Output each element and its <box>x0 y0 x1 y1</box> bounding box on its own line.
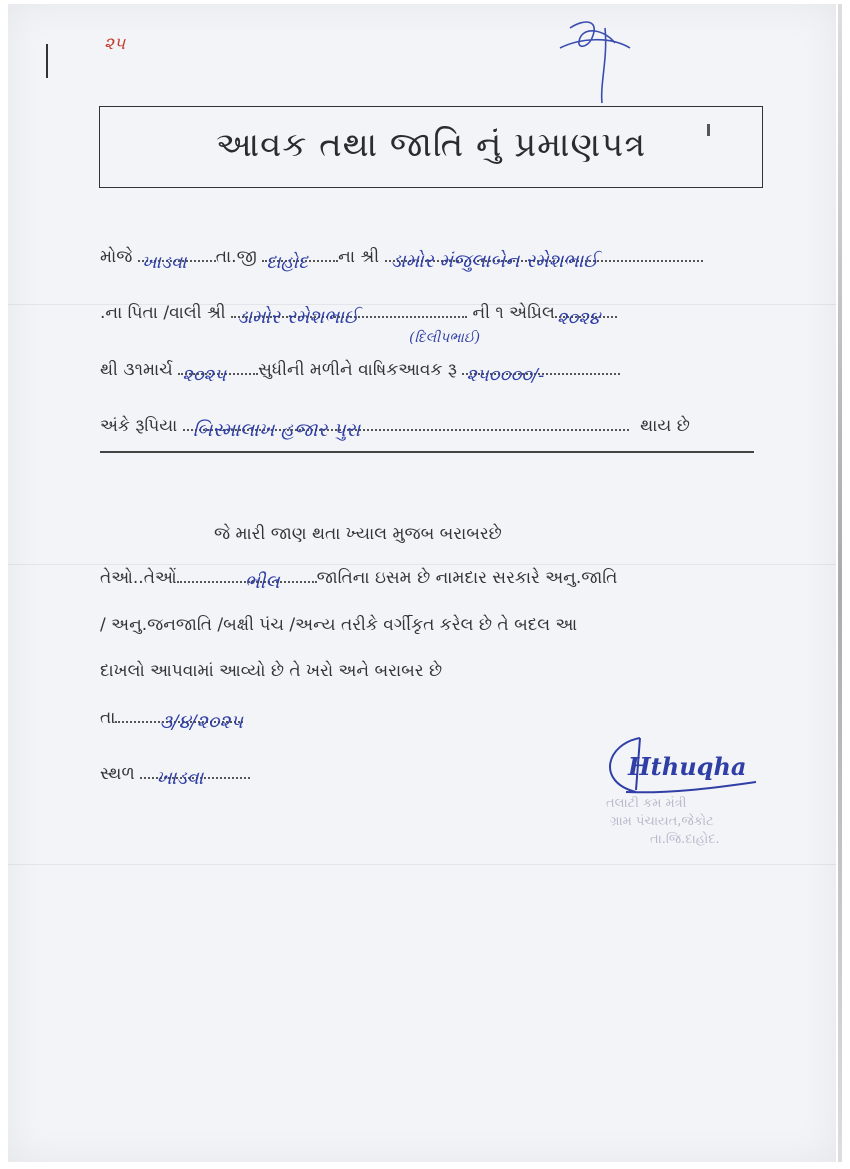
declaration-line-4: દાખલો આપવામાં આવ્યો છે તે ખરો અને બરાબર છે <box>100 661 443 681</box>
line1-prefix: મોજે <box>100 247 133 267</box>
words-field <box>183 419 629 441</box>
decl2-prefix: તેઓ..તેઓં <box>100 568 177 588</box>
year-end-field <box>178 365 258 386</box>
place-label: સ્થળ <box>100 764 135 784</box>
page-edge <box>838 4 842 1162</box>
line-income <box>100 360 620 386</box>
caste-field <box>177 571 317 593</box>
father-correction: (દિલીપભાઈ) <box>409 330 481 346</box>
signature: Hthuqha <box>628 752 747 781</box>
name-value: ડામોર મંજુલાબેન રમેશભાઈ <box>390 250 598 272</box>
words-suffix: થાય છે <box>640 416 690 436</box>
date-field <box>115 711 243 733</box>
father-field <box>231 306 481 346</box>
page-number: ૨૫ <box>104 34 126 54</box>
stamp-line-1: તલાટી કમ મંત્રી <box>606 796 687 811</box>
initials-scribble <box>530 8 650 108</box>
decl2-suffix: જાતિના ઇસમ છે નામદાર સરકારે અનુ.જાતિ <box>316 568 618 588</box>
place-value: ખાડવા <box>156 767 204 789</box>
title-box <box>99 106 763 188</box>
year-start-value: ૨૦૨૪ <box>556 308 600 329</box>
stamp-line-3: તા.જિ.દાહોદ. <box>650 832 720 847</box>
amount-value: ૨૫૦૦૦૦/- <box>466 365 545 386</box>
declaration-line-3: / અનુ.જનજાતિ /બક્ષી પંચ /અન્ય તરીકે વર્ગીકૃત કરેલ છે તે બદલ આ <box>100 615 578 635</box>
line-father <box>100 303 617 346</box>
year-start-field <box>555 308 617 329</box>
date-value: ૩/૪/૨૦૨૫ <box>159 711 243 733</box>
father-value: ડામોર રમેશભાઈ <box>237 306 359 328</box>
place-line <box>100 764 250 789</box>
words-prefix: અંકે રૂપિયા <box>100 416 178 436</box>
na-shri-label: ના શ્રી <box>338 247 380 267</box>
declaration-line-2 <box>100 568 618 593</box>
date-line <box>100 708 243 733</box>
line2-prefix: .ના પિતા /વાલી શ્રી <box>100 303 226 323</box>
village-value: ખાડવા <box>141 252 187 273</box>
line-village <box>100 247 703 273</box>
margin-mark <box>46 44 48 78</box>
place-field <box>140 767 250 789</box>
words-value: બિસ્માલાખ હજાર પુરા <box>192 419 361 441</box>
declaration-line-1: જે મારી જાણ થતા ખ્યાલ મુજબ બરાબરછે <box>214 524 502 544</box>
taluka-value: દાહોદ <box>266 252 309 273</box>
signature-flourish <box>596 730 766 800</box>
taluka-field <box>262 252 338 273</box>
village-field <box>138 252 216 273</box>
line-words <box>100 416 690 441</box>
section-divider <box>100 451 754 453</box>
april-label: ની ૧ એપ્રિલ <box>472 303 555 323</box>
date-label: તા <box>100 708 116 728</box>
caste-value: ભીલ <box>244 571 280 593</box>
thi-label: થી ૩૧માર્ચ <box>100 360 173 380</box>
ta-ji-label: તા.જી <box>215 247 257 267</box>
page-title: આવક તથા જાતિ નું પ્રમાણપત્ર <box>215 125 647 165</box>
amount-field <box>462 365 620 386</box>
stamp-line-2: ગ્રામ પંચાયત,જેકોટ <box>610 814 714 829</box>
tick-mark <box>707 124 710 136</box>
income-label: સુધીની મળીને વાષિકઆવક રૂ <box>258 360 457 380</box>
name-field <box>385 250 703 272</box>
year-end-value: ૨૦૨૫ <box>182 365 226 386</box>
